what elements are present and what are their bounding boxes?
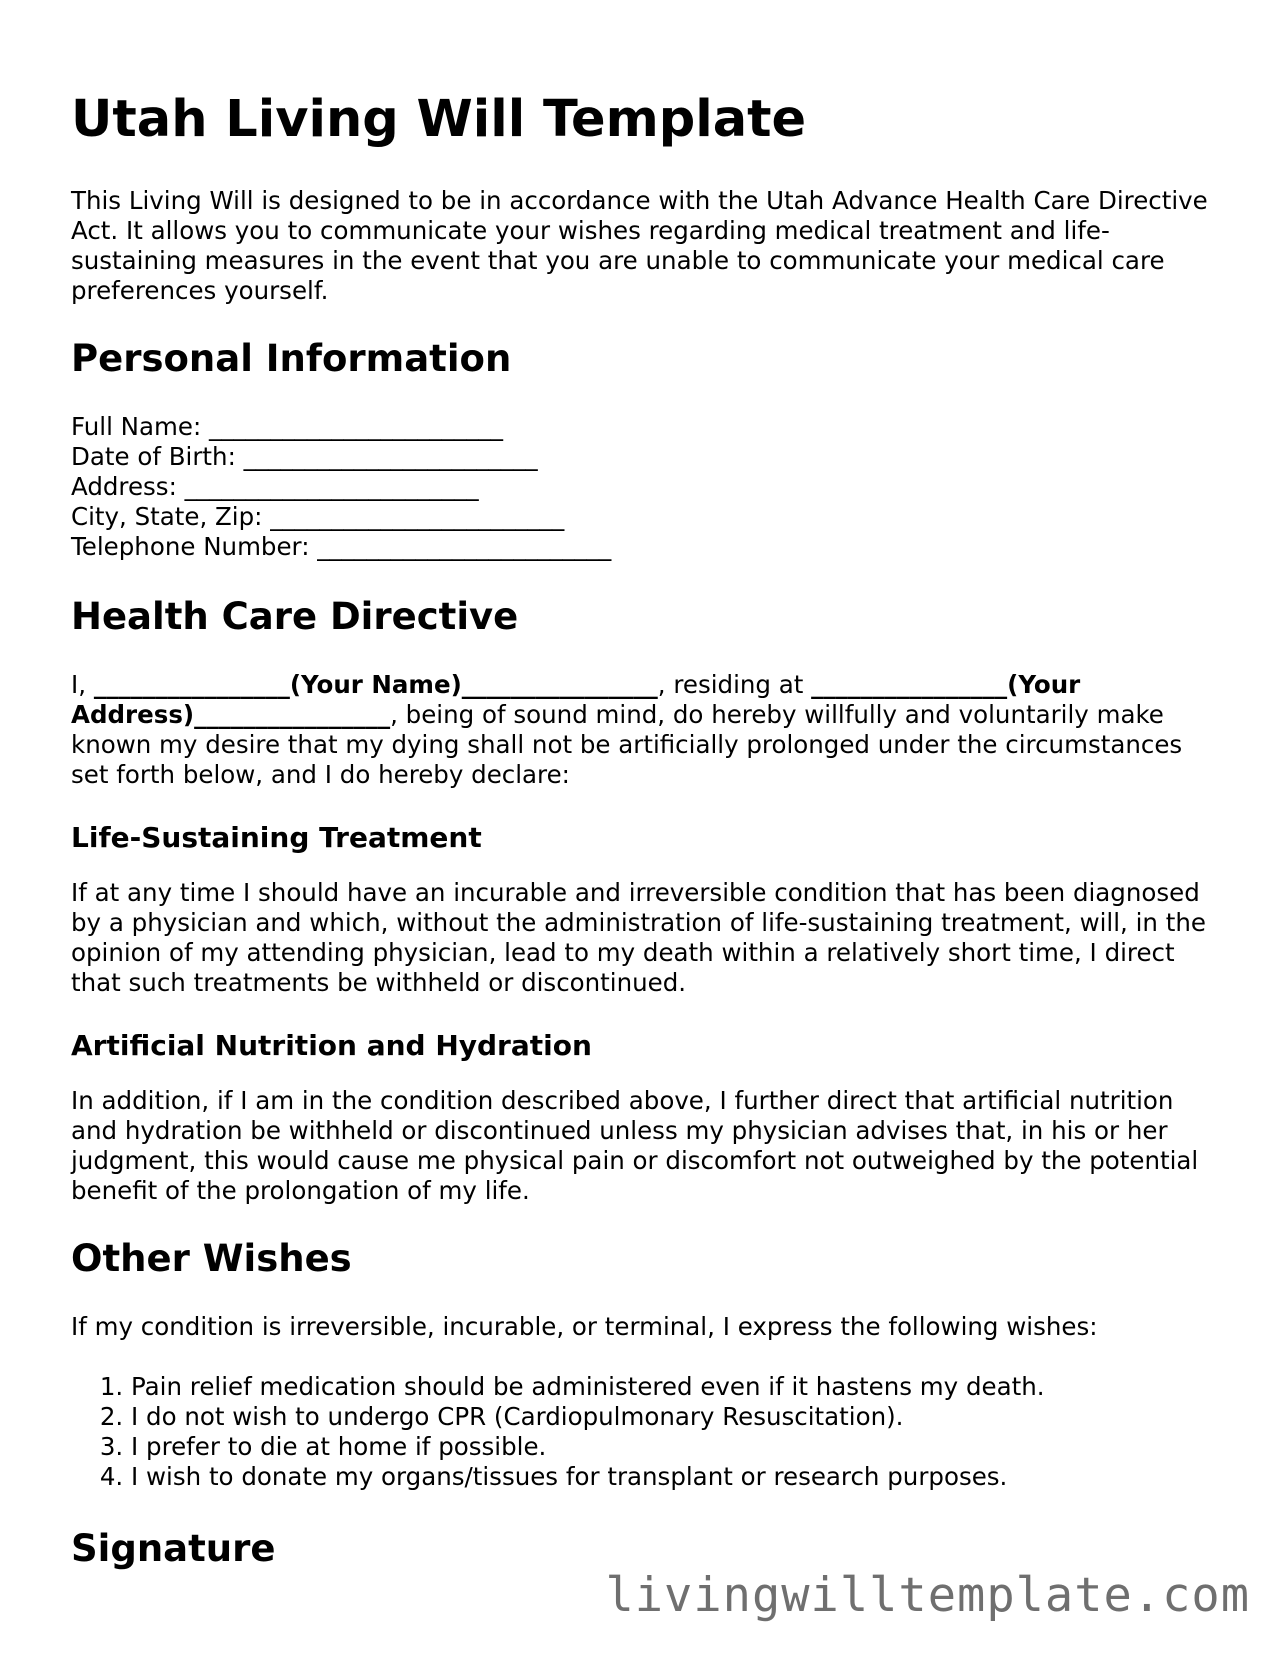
other-wishes-intro: If my condition is irreversible, incurable, or terminal, I express the following wishes: bbox=[71, 1312, 1098, 1341]
other-wishes-heading: Other Wishes bbox=[71, 1237, 352, 1280]
directive-intro-start: I, bbox=[71, 670, 94, 699]
list-item: 2. I do not wish to undergo CPR (Cardiopulmonary Resuscitation). bbox=[131, 1402, 1221, 1432]
telephone-field: Telephone Number: ________________________ bbox=[71, 532, 612, 561]
date-of-birth-field: Date of Birth: ________________________ bbox=[71, 442, 538, 471]
directive-declaration bbox=[71, 670, 1221, 790]
life-sustaining-heading: Life-Sustaining Treatment bbox=[71, 821, 482, 854]
personal-information-heading: Personal Information bbox=[71, 337, 512, 380]
personal-information-fields bbox=[71, 412, 1221, 562]
signature-heading: Signature bbox=[71, 1527, 276, 1570]
document-title: Utah Living Will Template bbox=[71, 90, 807, 149]
document-page bbox=[71, 88, 1221, 1602]
life-sustaining-text: If at any time I should have an incurable and irreversible condition that has been diagnosed by a physician and which, without the administration of life-sustaining treatment, will, in the opinion of my attending physician, lead to my death within a relatively short time, I direct that such treatments be withheld or discontinued. bbox=[71, 878, 1206, 997]
nutrition-heading: Artificial Nutrition and Hydration bbox=[71, 1029, 592, 1062]
watermark-text: livingwilltemplate.com bbox=[605, 1568, 1250, 1623]
nutrition-text: In addition, if I am in the condition described above, I further direct that artificial nutrition and hydration be withheld or discontinued unless my physician advises that, in his or her judgment, this would cause me physical pain or discomfort not outweighed by the potential benefit of the prolongation of my life. bbox=[71, 1086, 1199, 1205]
list-item: 4. I wish to donate my organs/tissues for transplant or research purposes. bbox=[131, 1462, 1221, 1492]
directive-intro-end: , being of sound mind, do hereby willfully and voluntarily make known my desire that my dying shall not be artificially prolonged under the circumstances set forth below, and I do hereby declare: bbox=[71, 700, 1183, 789]
health-care-directive-heading: Health Care Directive bbox=[71, 595, 519, 638]
your-name-placeholder: ________________(Your Name)________________ bbox=[93, 670, 658, 699]
intro-paragraph: This Living Will is designed to be in accordance with the Utah Advance Health Care Directive Act. It allows you to communicate your wishes regarding medical treatment and life-sustaining measures in the event that you are unable to communicate your medical care preferences yourself. bbox=[71, 186, 1208, 305]
list-item: 1. Pain relief medication should be administered even if it hastens my death. bbox=[131, 1372, 1221, 1402]
list-item: 3. I prefer to die at home if possible. bbox=[131, 1432, 1221, 1462]
city-state-zip-field: City, State, Zip: ________________________ bbox=[71, 502, 565, 531]
directive-residing: , residing at bbox=[657, 670, 812, 699]
your-address-placeholder: ________________(Your Address)________________ bbox=[71, 670, 1081, 729]
address-field: Address: ________________________ bbox=[71, 472, 479, 501]
wishes-list bbox=[71, 1372, 1221, 1492]
full-name-field: Full Name: ________________________ bbox=[71, 412, 504, 441]
